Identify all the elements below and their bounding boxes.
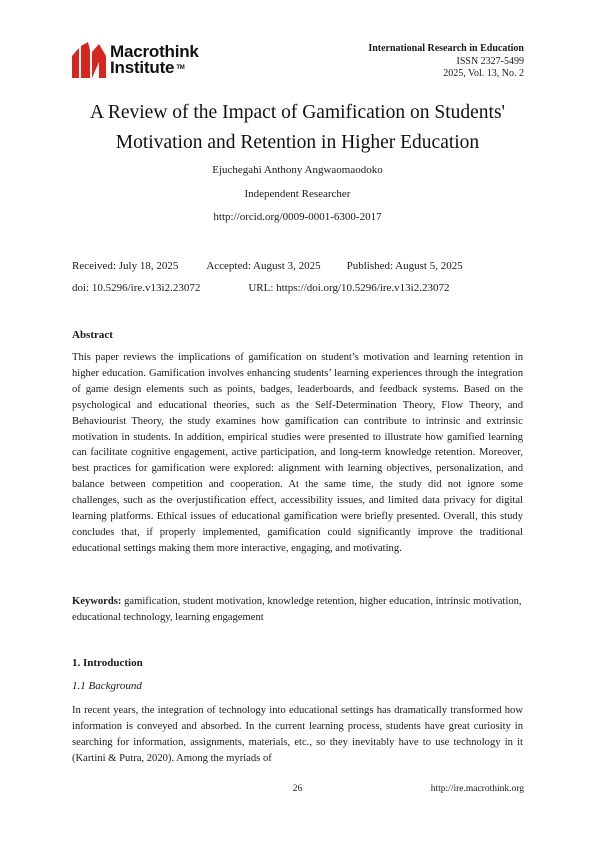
doi-url-link[interactable]: URL: https://doi.org/10.5296/ire.v13i2.23072 <box>248 282 450 294</box>
received-date: Received: July 18, 2025 <box>72 260 179 272</box>
journal-volume: 2025, Vol. 13, No. 2 <box>443 68 524 79</box>
logo-line2: Institute <box>110 58 175 77</box>
keywords-label: Keywords: <box>72 596 122 607</box>
keywords <box>72 594 523 626</box>
author-orcid-link[interactable]: http://orcid.org/0009-0001-6300-2017 <box>213 211 382 223</box>
publisher-logo <box>72 42 232 82</box>
abstract-text: This paper reviews the implications of gamification on student’s motivation and learning retention in higher education. Gamification involves enhancing students’ learning experiences through the integration of game design elements such as points, badges, leaderboards, and feedback systems. Based on the psychological and educational theories, such as the Self-Determination Theory, Flow Theory, and Behaviourist Theory, the study examines how gamification can contribute to intrinsic and extrinsic motivation in students. In addition, empirical studies were presented to illustrate how gamified learning can facilitate cognitive engagement, active participation, and long-term knowledge retention. Moreover, best practices for gamification were explored: alignment with learning objectives, personalization, and balance between competition and cooperation. At the same time, the study did not ignore some challenges, such as the overjustification effect, accessibility issues, and limited data privacy for digital learning platforms. Ethical issues of educational gamification were briefly presented. Overall, this study concludes that, if properly implemented, gamification could significantly improve the traditional educational settings making them more interactive, engaging, and motivating. <box>72 352 523 554</box>
logo-line1: Macrothink <box>110 42 199 61</box>
publication-dates <box>72 260 523 272</box>
accepted-date: Accepted: August 3, 2025 <box>206 260 321 272</box>
title-line-1: A Review of the Impact of Gamification on Students' <box>89 102 506 123</box>
section-heading-introduction: 1. Introduction <box>72 657 143 669</box>
logo-trademark: TM <box>176 65 185 71</box>
logo-wordmark <box>110 44 199 76</box>
journal-issn: ISSN 2327-5499 <box>456 55 524 67</box>
author-name: Ejuchegahi Anthony Angwaomaodoko <box>212 164 383 176</box>
journal-name: International Research in Education <box>368 43 524 54</box>
doi-line <box>72 282 523 294</box>
title-line-2: Motivation and Retention in Higher Education <box>115 132 480 153</box>
journal-info <box>368 43 524 81</box>
abstract-heading: Abstract <box>72 329 113 341</box>
keywords-list: gamification, student motivation, knowledge retention, higher education, intrinsic motivation, educational technology, learning engagement <box>72 596 522 623</box>
subsection-heading-background: 1.1 Background <box>72 680 142 692</box>
published-date: Published: August 5, 2025 <box>346 260 463 272</box>
article-title <box>40 98 555 158</box>
macrothink-logo-icon <box>72 42 108 78</box>
journal-website-link[interactable]: http://ire.macrothink.org <box>430 784 524 794</box>
introduction-paragraph: In recent years, the integration of technology into educational settings has dramatically transformed how information is conveyed and absorbed. In the current learning process, students have great curiosity in searching for information, assignments, materials, etc., so they inevitably have to use technology in it (Kartini & Putra, 2020). Among the myriads of <box>72 705 523 764</box>
doi: doi: 10.5296/ire.v13i2.23072 <box>72 282 201 294</box>
author-affiliation: Independent Researcher <box>244 188 351 200</box>
page-number: 26 <box>292 784 303 794</box>
